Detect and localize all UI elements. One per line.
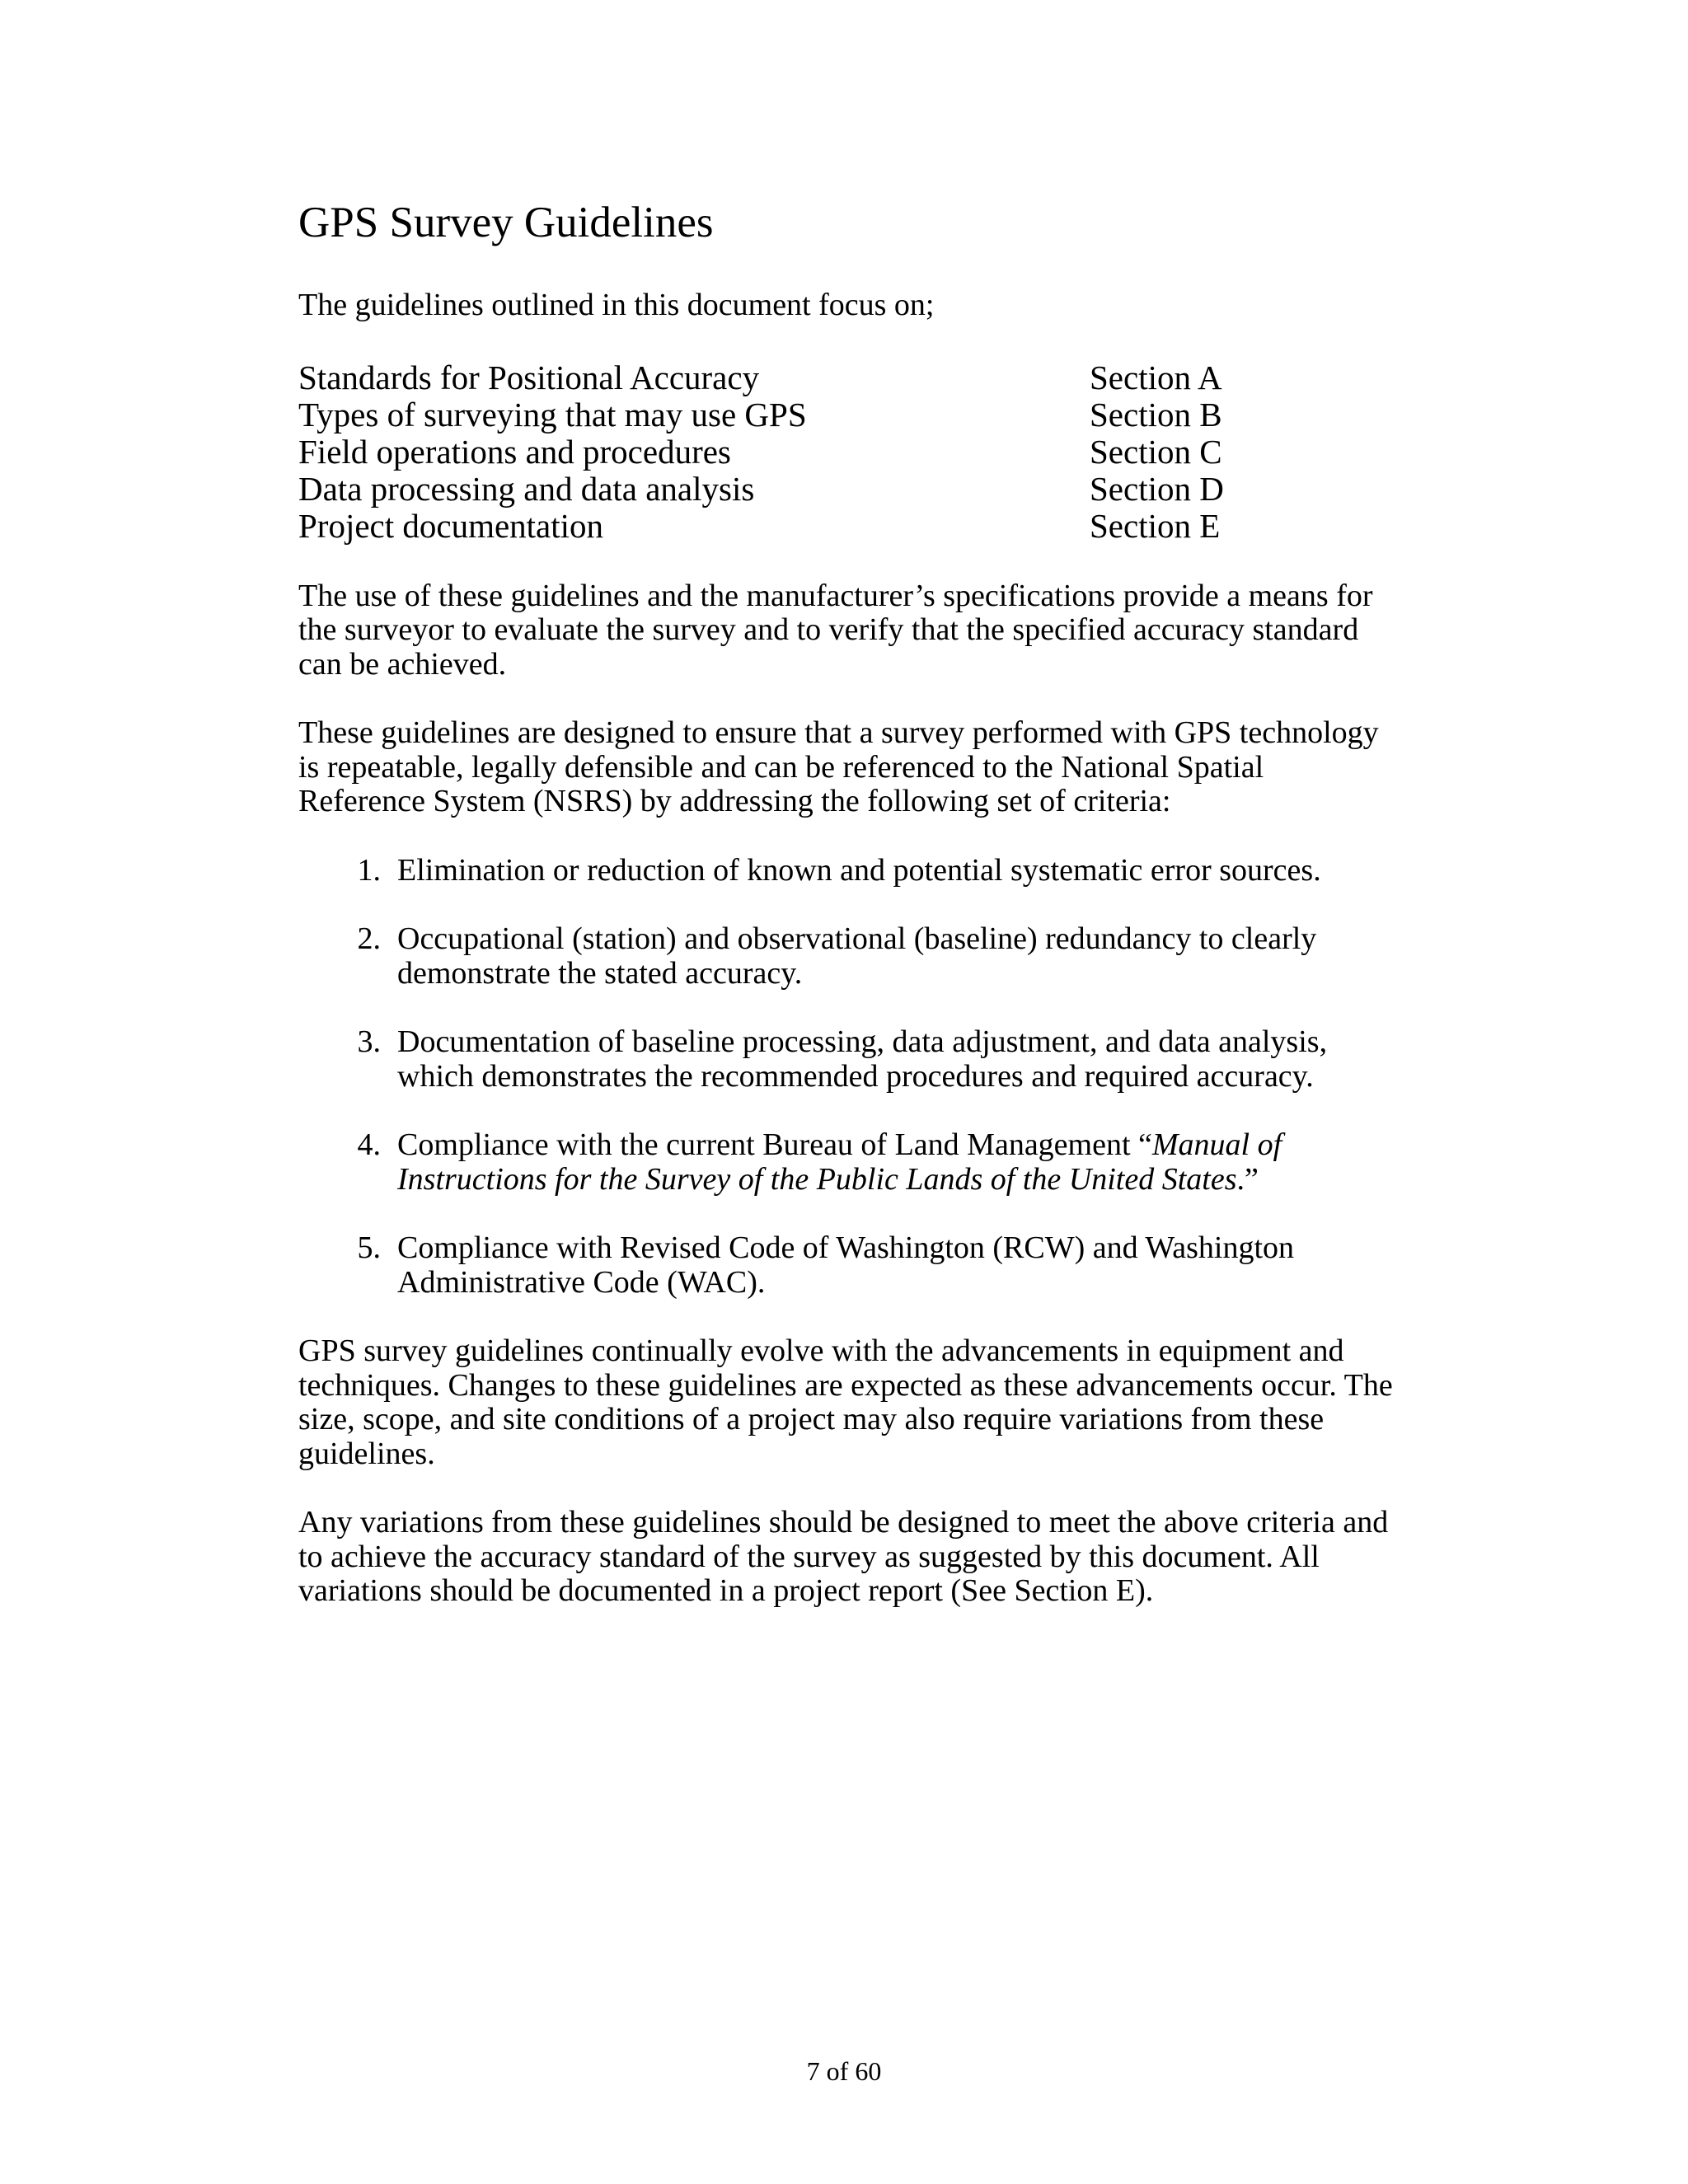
list-number: 5.: [357, 1230, 381, 1265]
intro-text: The guidelines outlined in this document focus on;: [298, 288, 935, 322]
page-number: 7 of 60: [806, 2056, 882, 2086]
paragraph-variations: Any variations from these guidelines should be designed to meet the above criteria and to achieve the accuracy standard of the survey as suggested by this document. All variations should be documented in a project report (See Section E).: [298, 1505, 1389, 1608]
list-number: 2.: [357, 921, 381, 956]
document-page: [298, 194, 1395, 1609]
section-row: [298, 508, 1230, 545]
section-list: [298, 359, 1230, 545]
manual-title: Manual of Instructions for the Survey of the Public Lands of the United States: [397, 1127, 1282, 1197]
section-row: [298, 471, 1230, 508]
list-item-text: Occupational (station) and observational (baseline) redundancy to clearly demonstrate the stated accuracy.: [397, 921, 1317, 991]
paragraph-design: These guidelines are designed to ensure that a survey performed with GPS technology is repeatable, legally defensible and can be referenced to the National Spatial Reference System (NSRS) by addressing the following set of criteria:: [298, 715, 1379, 818]
list-item-text: Compliance with Revised Code of Washington (RCW) and Washington Administrative Code (WAC).: [397, 1230, 1295, 1300]
list-item-text: [397, 1128, 1395, 1197]
paragraph-evolution: GPS survey guidelines continually evolve with the advancements in equipment and techniques. Changes to these guidelines are expected as these advancements occur. The size, scope, and site conditions of a project may also require variations from these guidelines.: [298, 1333, 1393, 1471]
list-item-text-before: Compliance with the current Bureau of Land Management “: [397, 1127, 1152, 1162]
list-number: 4.: [357, 1127, 381, 1162]
section-topic: Field operations and procedures: [298, 432, 731, 471]
section-label: Section C: [1090, 432, 1222, 471]
section-row: [298, 396, 1230, 434]
page-title: GPS Survey Guidelines: [298, 199, 714, 246]
section-topic: Standards for Positional Accuracy: [298, 358, 760, 396]
section-topic: Data processing and data analysis: [298, 469, 755, 508]
section-topic: Project documentation: [298, 506, 604, 545]
section-label: Section A: [1090, 358, 1222, 396]
paragraph-purpose: The use of these guidelines and the manufacturer’s specifications provide a means for the surveyor to evaluate the survey and to verify that the specified accuracy standard can be achieved.: [298, 578, 1373, 682]
list-item-text: Documentation of baseline processing, data adjustment, and data analysis, which demonstrates the recommended procedures and required accuracy.: [397, 1024, 1328, 1094]
section-row: [298, 434, 1230, 471]
list-item-text: Elimination or reduction of known and potential systematic error sources.: [397, 852, 1321, 888]
list-item: [298, 1025, 1395, 1094]
list-item-text-after: .”: [1236, 1161, 1259, 1197]
section-label: Section B: [1090, 395, 1222, 434]
list-number: 3.: [357, 1024, 381, 1059]
criteria-list: [298, 854, 1395, 1301]
list-number: 1.: [357, 852, 381, 888]
section-topic: Types of surveying that may use GPS: [298, 395, 807, 434]
section-row: [298, 359, 1230, 396]
section-label: Section E: [1090, 506, 1221, 545]
list-item: [298, 1128, 1395, 1197]
section-label: Section D: [1090, 469, 1224, 508]
list-item: [298, 854, 1395, 888]
list-item: [298, 922, 1395, 991]
list-item: [298, 1231, 1395, 1300]
